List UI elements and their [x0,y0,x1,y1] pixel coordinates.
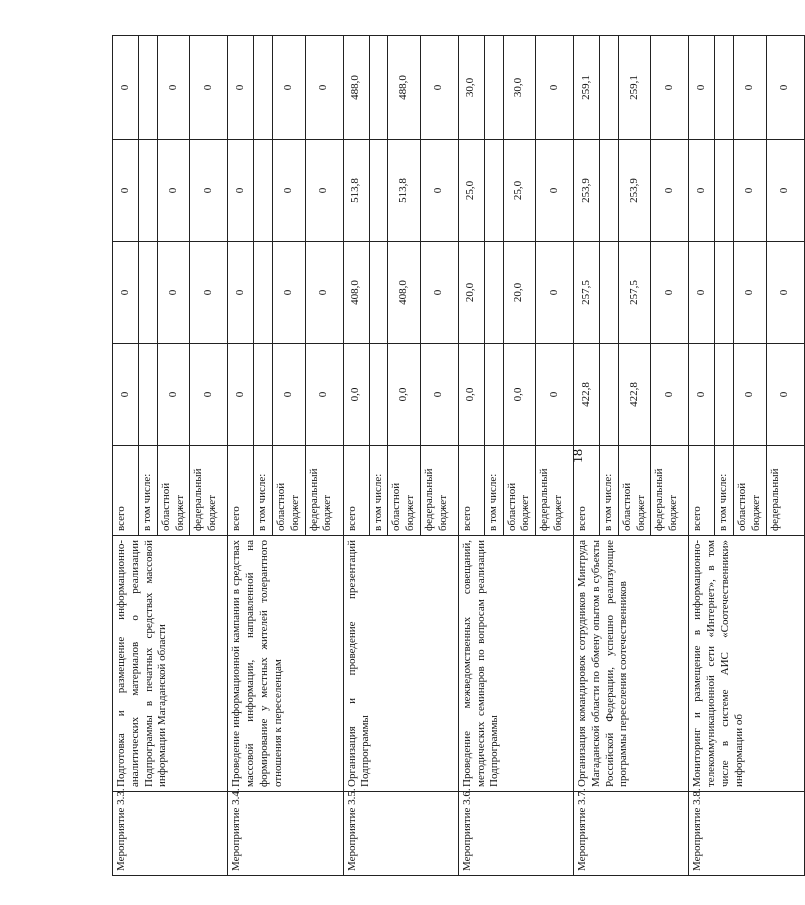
activity-description: Организация и проведение презентаций Подпрограммы [343,536,458,792]
funding-source: в том числе: [600,446,619,536]
funding-source: федеральный бюджет [190,446,228,536]
amount-cell: 259,1 [574,36,600,140]
amount-cell: 0 [190,242,228,344]
amount-cell [139,344,158,446]
amount-cell [369,36,388,140]
amount-cell: 0 [689,242,715,344]
amount-cell [484,242,503,344]
amount-cell: 0,0 [503,344,536,446]
table-body [113,36,805,876]
amount-cell: 30,0 [458,36,484,140]
funding-source: областной бюджет [157,446,190,536]
funding-source: областной бюджет [734,446,767,536]
amount-cell: 0 [190,140,228,242]
funding-source: всего [689,446,715,536]
activity-description: Проведение межведомственных совещаний, методических семинаров по вопросам реализации Подпрограммы [458,536,573,792]
amount-cell: 0 [228,140,254,242]
amount-cell: 408,0 [343,242,369,344]
amount-cell: 0 [190,36,228,140]
amount-cell: 0 [228,344,254,446]
amount-cell [715,242,734,344]
rotated-table-area [112,36,791,876]
funding-source: в том числе: [254,446,273,536]
amount-cell: 408,0 [388,242,421,344]
amount-cell: 0 [157,242,190,344]
amount-cell: 488,0 [388,36,421,140]
funding-source: всего [343,446,369,536]
amount-cell [600,242,619,344]
amount-cell [369,344,388,446]
funding-source: всего [458,446,484,536]
amount-cell: 0 [766,242,804,344]
amount-cell: 0 [536,344,574,446]
amount-cell: 0 [273,36,306,140]
amount-cell: 259,1 [618,36,651,140]
amount-cell: 20,0 [503,242,536,344]
amount-cell: 0 [651,36,689,140]
table-row [574,36,600,876]
amount-cell: 0 [734,344,767,446]
amount-cell: 0 [766,36,804,140]
amount-cell: 0 [113,344,139,446]
amount-cell [600,344,619,446]
page-number: 18 [571,449,586,463]
amount-cell [369,140,388,242]
table-row [689,36,715,876]
amount-cell: 0 [420,36,458,140]
table-row [343,36,369,876]
amount-cell [600,140,619,242]
amount-cell: 253,9 [574,140,600,242]
amount-cell: 0 [157,140,190,242]
funding-source: областной бюджет [388,446,421,536]
funding-source: федеральный бюджет [651,446,689,536]
amount-cell: 0 [536,36,574,140]
amount-cell: 0 [190,344,228,446]
amount-cell: 513,8 [343,140,369,242]
activity-code: Мероприятие 3.8. [689,792,804,876]
amount-cell [139,140,158,242]
amount-cell: 0,0 [343,344,369,446]
amount-cell: 253,9 [618,140,651,242]
amount-cell: 0 [651,242,689,344]
amount-cell: 0 [734,140,767,242]
amount-cell: 0 [651,344,689,446]
amount-cell: 0 [734,242,767,344]
amount-cell: 0 [305,140,343,242]
activity-description: Мониторинг и размещение в информационно-телекоммуникационной сети «Интернет», в том числе в системе АИС «Соотечественники» информации об [689,536,804,792]
activity-code: Мероприятие 3.5. [343,792,458,876]
amount-cell: 422,8 [574,344,600,446]
amount-cell: 25,0 [458,140,484,242]
amount-cell: 0,0 [388,344,421,446]
amount-cell: 0 [113,36,139,140]
amount-cell: 0 [113,140,139,242]
amount-cell: 0 [651,140,689,242]
amount-cell: 0 [536,242,574,344]
funding-source: федеральный бюджет [420,446,458,536]
amount-cell: 0 [157,344,190,446]
amount-cell [369,242,388,344]
funding-source: федеральный [766,446,804,536]
amount-cell: 0 [689,36,715,140]
activity-code: Мероприятие 3.3. [113,792,228,876]
amount-cell [254,36,273,140]
amount-cell [139,36,158,140]
amount-cell: 257,5 [574,242,600,344]
table-row [228,36,254,876]
funding-source: федеральный бюджет [305,446,343,536]
activity-code: Мероприятие 3.7. [574,792,689,876]
funding-source: областной бюджет [273,446,306,536]
amount-cell: 0 [536,140,574,242]
amount-cell: 0 [766,140,804,242]
amount-cell: 422,8 [618,344,651,446]
amount-cell [484,344,503,446]
funding-source: всего [228,446,254,536]
activity-description: Проведение информационной кампании в средствах массовой информации, направленной на формирование у местных жителей толерантного отношения к переселенцам [228,536,343,792]
funding-source: в том числе: [715,446,734,536]
amount-cell [254,140,273,242]
amount-cell: 0 [734,36,767,140]
amount-cell: 0 [305,36,343,140]
activity-description: Подготовка и размещение информационно-аналитических материалов о реализации Подпрограммы в печатных средствах массовой информации Магаданской области [113,536,228,792]
amount-cell: 0 [420,344,458,446]
amount-cell [484,140,503,242]
amount-cell: 30,0 [503,36,536,140]
table-row [113,36,139,876]
funding-source: всего [574,446,600,536]
amount-cell: 257,5 [618,242,651,344]
amount-cell: 0 [113,242,139,344]
budget-table [112,35,805,876]
table-row [458,36,484,876]
funding-source: областной бюджет [503,446,536,536]
activity-description: Организация командировок сотрудников Минтруда Магаданской области по обмену опытом в субъекты Российской Федерации, успешно реализующие программы переселения соотечественников [574,536,689,792]
amount-cell: 0,0 [458,344,484,446]
funding-source: областной бюджет [618,446,651,536]
funding-source: в том числе: [369,446,388,536]
amount-cell [600,36,619,140]
amount-cell: 0 [766,344,804,446]
amount-cell [484,36,503,140]
amount-cell: 513,8 [388,140,421,242]
amount-cell [715,140,734,242]
amount-cell: 0 [689,344,715,446]
amount-cell: 20,0 [458,242,484,344]
amount-cell: 0 [273,344,306,446]
amount-cell [139,242,158,344]
amount-cell: 0 [305,344,343,446]
amount-cell: 0 [305,242,343,344]
activity-code: Мероприятие 3.4. [228,792,343,876]
amount-cell [715,36,734,140]
funding-source: федеральный бюджет [536,446,574,536]
funding-source: всего [113,446,139,536]
amount-cell: 488,0 [343,36,369,140]
amount-cell: 0 [273,140,306,242]
amount-cell [715,344,734,446]
amount-cell: 25,0 [503,140,536,242]
funding-source: в том числе: [484,446,503,536]
amount-cell [254,344,273,446]
amount-cell: 0 [420,140,458,242]
funding-source: в том числе: [139,446,158,536]
amount-cell: 0 [228,36,254,140]
amount-cell: 0 [228,242,254,344]
amount-cell: 0 [157,36,190,140]
amount-cell [254,242,273,344]
amount-cell: 0 [689,140,715,242]
activity-code: Мероприятие 3.6. [458,792,573,876]
amount-cell: 0 [420,242,458,344]
amount-cell: 0 [273,242,306,344]
